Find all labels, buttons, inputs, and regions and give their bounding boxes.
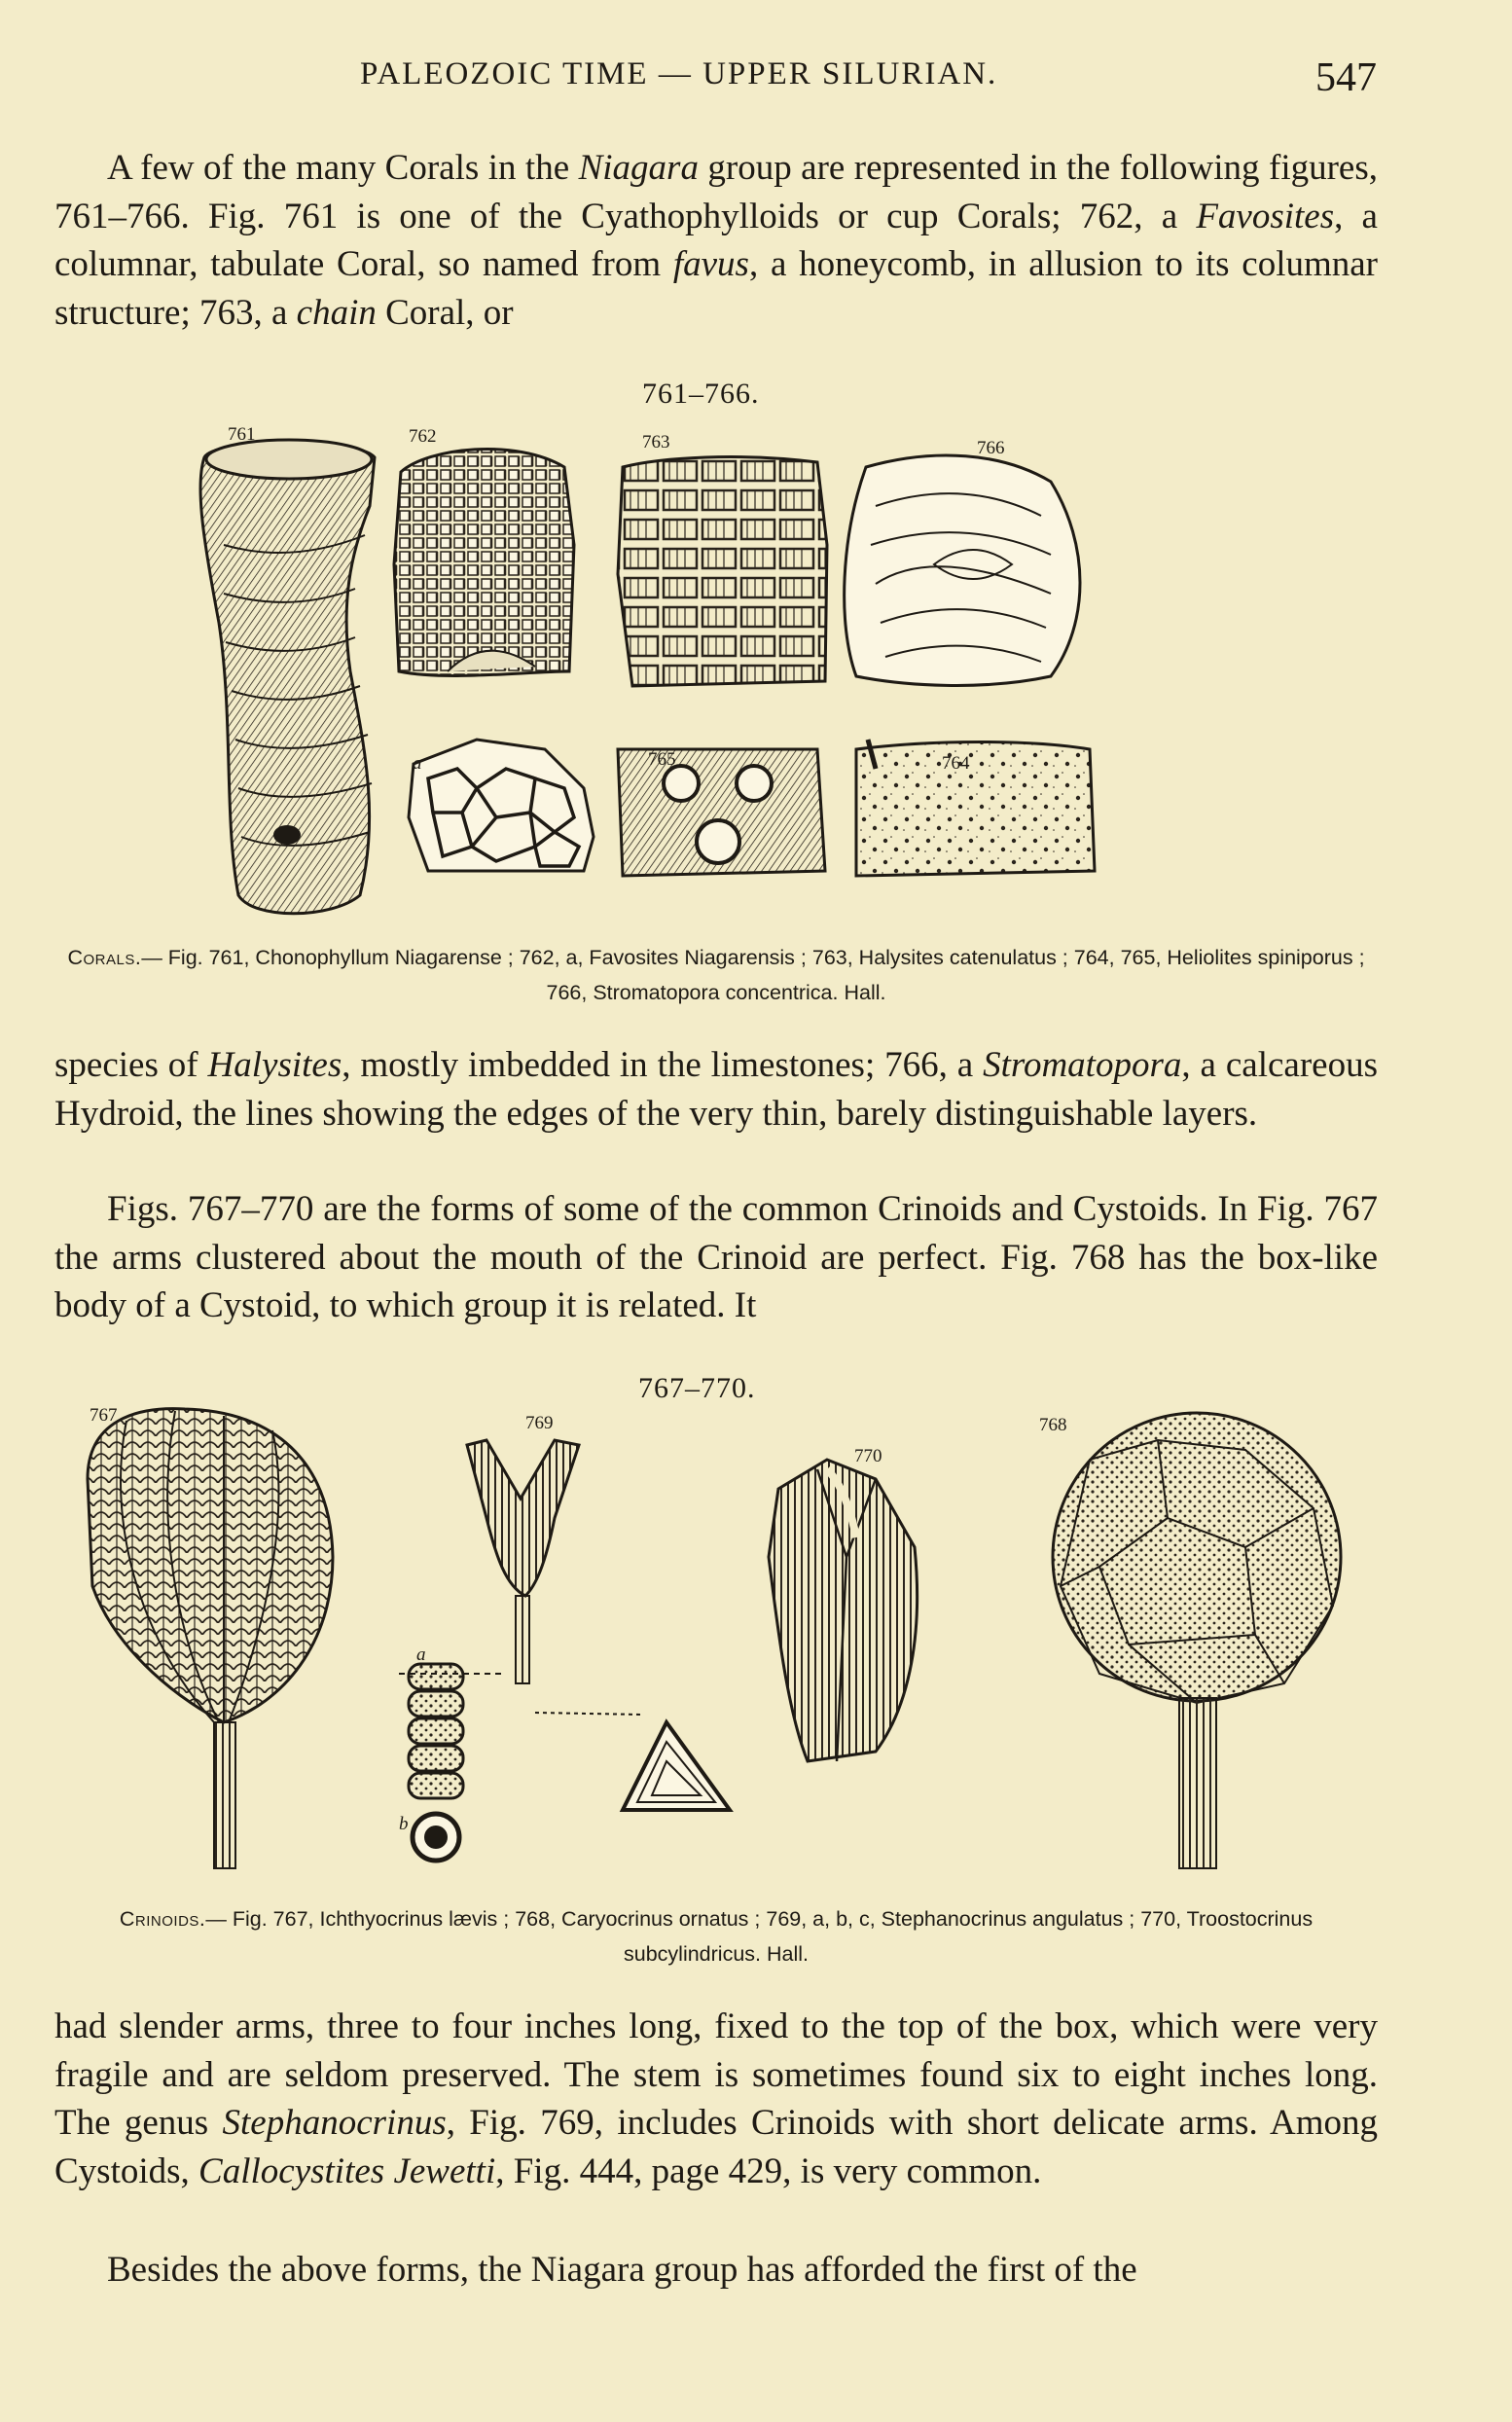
paragraph-1 (54, 144, 1378, 337)
paragraph-1-segment: favus (672, 244, 749, 284)
caption-text: — Fig. 761, Chonophyllum Niagarense ; 762, a, Favosites Niagarensis ; 763, Halysites catenulatus ; 764, 765, Heliolites spiniporus ; 766, Stromatopora concentrica. Hall. (141, 946, 1365, 1004)
figure-767-ichthyocrinus (88, 1409, 333, 1868)
figure-label-766: 766 (977, 438, 1005, 458)
figure-caption-corals (54, 940, 1378, 1010)
figure-label-768: 768 (1039, 1415, 1067, 1435)
caption-lead: Crinoids. (119, 1907, 206, 1931)
caption-text: — Fig. 767, Ichthyocrinus lævis ; 768, Caryocrinus ornatus ; 769, a, b, c, Stephanocrinus angulatus ; 770, Troostocrinus subcylindricus. Hall. (205, 1907, 1314, 1966)
paragraph-4: had slender arms, three to four inches long, fixed to the top of the box, which were very fragile and are seldom preserved. The stem is sometimes found six to eight inches long. The genus Stephanocrinus, Fig. 769, includes Crinoids with short delicate arms. Among Cystoids, Callocystites Jewetti, Fig. 444, page 429, is very common. (54, 2006, 1378, 2191)
figure-label-767: 767 (90, 1405, 118, 1426)
figure-label-763: 763 (642, 432, 670, 452)
figure-768-caryocrinus (1053, 1413, 1341, 1868)
running-head: PALEOZOIC TIME — UPPER SILURIAN. (360, 56, 998, 91)
crinoid-plate (78, 1401, 1382, 1888)
figure-range-767-770: 767–770. (638, 1372, 756, 1404)
paragraph-1-segment: , a honeycomb, in allusion to its columnar structure; 763, a (54, 244, 1379, 333)
paragraph-3: Figs. 767–770 are the forms of some of the common Crinoids and Cystoids. In Fig. 767 the arms clustered about the mouth of the Crinoid are perfect. Fig. 768 has the box-like body of a Cystoid, to which group it is related. It (54, 1189, 1378, 1325)
figure-762a-section (409, 740, 594, 871)
paragraph-1-segment: A few of the many Corals in the (107, 148, 579, 188)
figure-label-769a: a (416, 1645, 426, 1665)
figure-range-761-766: 761–766. (642, 378, 760, 410)
figure-769b-stem-section (413, 1814, 459, 1861)
figure-label-762a: a (413, 753, 422, 774)
figure-label-769b: b (399, 1814, 409, 1834)
figure-766-stromatopora (845, 455, 1080, 685)
figure-764-heliolites-surface (856, 740, 1095, 876)
paragraph-5: Besides the above forms, the Niagara group has afforded the first of the (107, 2250, 1137, 2290)
figure-763-chain-coral (618, 457, 827, 686)
paragraph-1-segment: group are represented in the following figures, 761–766. Fig. 761 is one of the Cyathophylloids or cup Corals; 762, a (54, 148, 1378, 236)
figure-caption-crinoids (54, 1901, 1378, 1971)
paragraph-1-segment: , a columnar, tabulate Coral, so named from (54, 196, 1378, 284)
page-number: 547 (1315, 55, 1377, 100)
figure-label-761: 761 (228, 424, 256, 445)
paragraph-1-segment: Favosites (1196, 196, 1335, 236)
caption-lead: Corals. (67, 946, 142, 969)
figure-label-769: 769 (525, 1413, 554, 1433)
figure-769c-triangle (623, 1722, 730, 1810)
figure-label-765: 765 (648, 749, 676, 770)
figure-770-troostocrinus (769, 1460, 918, 1761)
paragraph-1-segment: chain (296, 292, 377, 333)
figure-769a-stem (409, 1664, 463, 1798)
paragraph-1-segment: Niagara (578, 148, 699, 188)
figure-label-770: 770 (854, 1446, 882, 1466)
coral-plate (195, 428, 1226, 934)
paragraph-2: species of Halysites, mostly imbedded in the limestones; 766, a Stromatopora, a calcareous Hydroid, the lines showing the edges of the very thin, barely distinguishable layers. (54, 1045, 1378, 1134)
figure-761-cup-coral (200, 440, 375, 914)
figure-label-762: 762 (409, 426, 437, 447)
figure-762-favosites (394, 449, 574, 675)
paragraph-1-segment: Coral, or (376, 292, 514, 333)
figure-label-764: 764 (942, 753, 970, 774)
